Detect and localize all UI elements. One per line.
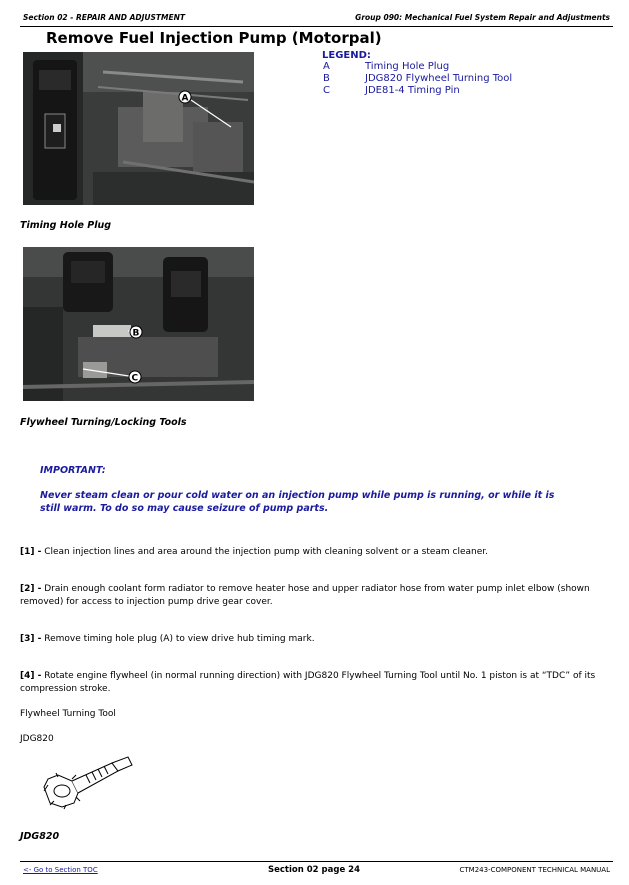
step-text: Remove timing hole plug (A) to view drive hub timing mark. xyxy=(41,634,315,644)
step-1 xyxy=(20,546,610,559)
figure-caption: Flywheel Turning/Locking Tools xyxy=(20,417,187,428)
legend-key: C xyxy=(323,85,330,96)
step-text: Rotate engine flywheel (in normal running direction) with JDG820 Flywheel Turning Tool until No. 1 piston is at “TDC” of its compression stroke. xyxy=(20,671,596,694)
header-section: Section 02 - REPAIR AND ADJUSTMENT xyxy=(23,13,185,22)
header-divider xyxy=(20,26,613,27)
legend-item xyxy=(322,61,450,73)
step-4 xyxy=(20,670,610,696)
tool-label: Flywheel Turning Tool xyxy=(20,709,116,719)
engine-photo-1 xyxy=(23,52,254,205)
flywheel-tools-photo xyxy=(23,247,254,401)
legend-item xyxy=(322,73,513,85)
callout-a: A xyxy=(181,93,189,104)
step-text: Clean injection lines and area around the injection pump with cleaning solvent or a steam cleaner. xyxy=(41,547,489,557)
legend-item xyxy=(322,85,460,97)
callout-c: C xyxy=(131,373,139,384)
step-number: [3] - xyxy=(20,634,42,644)
manual-title: CTM243-COMPONENT TECHNICAL MANUAL xyxy=(459,866,610,874)
page-number: Section 02 page 24 xyxy=(268,865,360,875)
legend-title: LEGEND: xyxy=(322,50,371,61)
step-number: [2] - xyxy=(20,584,42,594)
section-toc-link[interactable]: <- Go to Section TOC xyxy=(23,866,98,874)
timing-hole-plug-photo xyxy=(23,52,254,205)
page-title: Remove Fuel Injection Pump (Motorpal) xyxy=(46,29,382,47)
jdg820-tool-drawing xyxy=(38,755,138,811)
callout-b: B xyxy=(132,328,140,339)
step-text: Drain enough coolant form radiator to remove heater hose and upper radiator hose from water pump inlet elbow (shown removed) for access to injection pump drive gear cover. xyxy=(20,584,590,607)
engine-photo-2 xyxy=(23,247,254,401)
legend-label: JDG820 Flywheel Turning Tool xyxy=(365,73,513,84)
figure-caption: Timing Hole Plug xyxy=(20,220,112,231)
figure-caption: JDG820 xyxy=(20,831,60,842)
legend-label: JDE81-4 Timing Pin xyxy=(365,85,460,96)
legend-key: A xyxy=(323,61,330,72)
legend-key: B xyxy=(323,73,330,84)
footer-divider xyxy=(20,861,613,862)
tool-number: JDG820 xyxy=(20,734,54,744)
step-number: [1] - xyxy=(20,547,42,557)
important-heading: IMPORTANT: xyxy=(40,465,106,476)
legend xyxy=(322,50,513,97)
step-2 xyxy=(20,583,610,609)
step-3 xyxy=(20,633,610,646)
legend-label: Timing Hole Plug xyxy=(365,61,450,72)
header-group: Group 090: Mechanical Fuel System Repair and Adjustments xyxy=(355,13,610,22)
step-number: [4] - xyxy=(20,671,42,681)
important-text: Never steam clean or pour cold water on an injection pump while pump is running, or while it is still warm. To do so may cause seizure of pump parts. xyxy=(40,490,555,514)
